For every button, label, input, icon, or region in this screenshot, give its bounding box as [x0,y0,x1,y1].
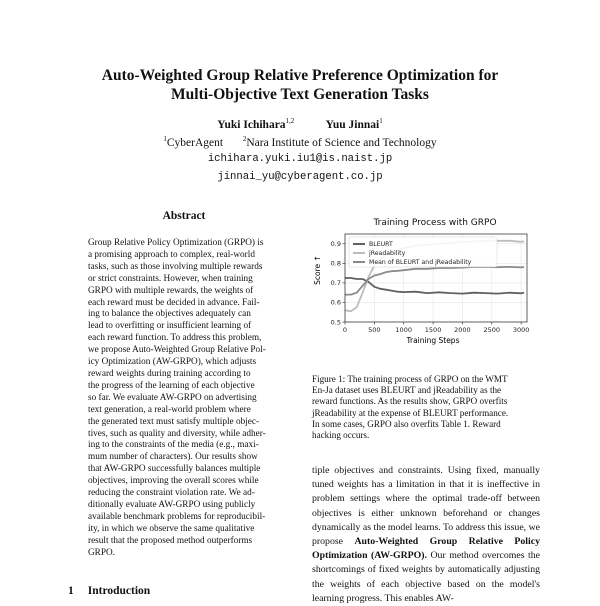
abstract-line: tasks, such as those involving multiple rewards [88,261,263,272]
abstract-line: ing to the constraints of the media (e.g., maxi- [88,440,259,451]
abstract-line: we propose Auto-Weighted Group Relative Pol- [88,345,266,356]
abstract-line: mum number of characters). Our results show [88,452,258,463]
method-name: Auto-Weighted Group Relative Policy Optimization (AW-GRPO). [312,536,540,562]
abstract-body [88,238,298,559]
author-name: Yuu Jinnai [325,118,380,131]
abstract-line: icy Optimization (AW-GRPO), which adjusts [88,357,257,368]
abstract-line: a promising approach to complex, real-world [88,249,255,260]
x-tick-label: 1000 [395,326,412,334]
affiliation: Nara Institute of Science and Technology [246,136,437,149]
chart-legend [349,237,497,267]
abstract-line: objectives, improving the overall scores while [88,476,259,487]
legend-label: Mean of BLEURT and jReadability [369,259,472,267]
abstract-line: the progress of the learning of each objective [88,380,255,391]
email-address: ichihara.yuki.iu1@is.naist.jp [207,153,393,165]
y-tick-label: 0.6 [330,298,341,307]
affiliation-line [0,135,600,149]
chart-x-label: Training Steps [406,336,460,345]
affil-mark: 2 [242,135,247,143]
caption-line: reward functions. As the results show, GRPO overfits [312,396,508,407]
abstract-line: GRPO with multiple rewards, the weights of [88,285,254,296]
series-line [345,278,524,294]
abstract-line: ity, in which we observe the same qualitative [88,523,255,534]
chart-title: Training Process with GRPO [373,218,497,228]
abstract-line: ditionally evaluate AW-GRPO using publicly [88,499,256,510]
abstract-line: Group Relative Policy Optimization (GRPO) is [88,238,264,248]
abstract-line: available benchmark problems for reproducibil- [88,511,266,522]
author-affil-mark: 1 [379,117,383,125]
paper-title [0,66,600,104]
abstract-line: or strict constraints. However, when training [88,273,253,284]
caption-line: Figure 1: The training process of GRPO on the WMT [312,374,508,384]
x-tick-label: 0 [342,326,348,334]
email-address: jinnai_yu@cyberagent.co.jp [217,171,383,183]
abstract-line: that AW-GRPO successfully balances multiple [88,464,261,475]
paragraph-text: tiple objectives and constraints. Using fixed, manually tuned weights has a limitation in that it is ineffective in problem settings where the optimal trade-off between objectives is either unknown beforehand or changes dynamically as the model learns. To address this issue, we propose [312,465,540,548]
affiliation: CyberAgent [166,136,224,149]
title-line-1: Auto-Weighted Group Relative Preference Optimization for [101,67,499,84]
abstract-line: result that the proposed method outperforms [88,535,253,546]
abstract-line: GRPO. [88,547,115,558]
x-tick-label: 1500 [424,326,442,334]
caption-line: En-Ja dataset uses BLEURT and jReadability as the [312,385,502,396]
x-tick-label: 3000 [512,326,530,334]
abstract-heading: Abstract [162,210,206,222]
abstract-line: so far. We evaluate AW-GRPO on advertising [88,392,257,403]
body-paragraph [312,464,540,606]
training-process-chart [305,226,540,346]
section-title: Introduction [87,585,151,597]
abstract-line: each reward function. To address this problem, [88,333,262,344]
abstract-line: ing to balance the objectives adequately can [88,309,251,320]
paragraph-text: Our method overcomes the shortcomings of fixed weights by automatically adjusting the weights of each objective based on the model's learning progress. This enables AW- [312,550,541,604]
y-tick-label: 0.9 [330,240,341,249]
x-tick-label: 500 [368,326,381,334]
abstract-line: the generated text must satisfy multiple objec- [88,416,260,427]
x-tick-label: 2500 [483,326,501,334]
caption-line: In some cases, GRPO also overfits Table 1. Reward [312,418,501,429]
title-line-2: Multi-Objective Text Generation Tasks [171,86,429,103]
y-tick-label: 0.7 [330,279,341,288]
caption-line: hacking occurs. [312,430,370,441]
affil-mark: 1 [163,135,167,143]
section-number: 1 [68,585,74,597]
abstract-line: reward weights during training according to [88,368,251,379]
y-tick-label: 0.8 [330,259,341,268]
abstract-line: text generation, a real-world problem where [88,404,251,415]
abstract-line: each reward must be decided in advance. Fail- [88,297,260,308]
x-tick-label: 2000 [454,326,471,334]
author-line [0,117,600,131]
legend-label: BLEURT [369,241,393,249]
abstract-line: lead to overfitting or insufficient learning of [88,321,252,332]
figure-caption [312,374,538,441]
section-heading [68,585,164,597]
y-tick-label: 0.5 [330,318,341,327]
caption-line: jReadability at the expense of BLEURT performance. [312,407,509,418]
abstract-line: reducing the constraint violation rate. We ad- [88,488,255,499]
author-name: Yuki Ichihara [217,118,286,131]
chart-y-label: Score ↑ [313,255,322,285]
abstract-line: tives, such as quality and diversity, while adher- [88,428,266,439]
legend-label: jReadability [369,250,406,258]
author-affil-mark: 1,2 [285,117,295,125]
